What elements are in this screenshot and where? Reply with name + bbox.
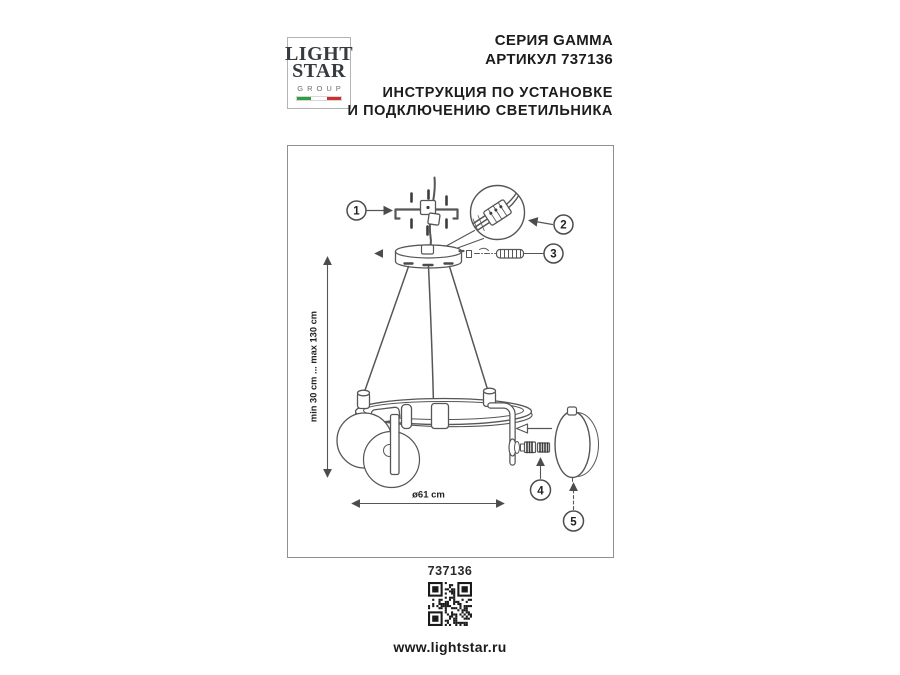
callout-3 (544, 244, 563, 263)
callout-1-label: 1 (353, 205, 360, 218)
callout-4 (531, 459, 551, 501)
height-dimension-label: min 30 cm ... max 130 cm (308, 310, 319, 423)
header (347, 31, 613, 120)
diameter-dimension-label: ø61 cm (412, 489, 445, 501)
series-title: СЕРИЯ GAMMA (494, 32, 613, 49)
callout-1 (347, 201, 392, 220)
diagram-frame (287, 145, 614, 558)
callout-4-label: 4 (537, 485, 544, 498)
callout-2-label: 2 (560, 219, 567, 232)
chandelier-assembly-drawing (288, 146, 613, 557)
screw-anchor (467, 248, 544, 258)
lamp-module (517, 424, 552, 453)
logo-line3: GROUP (297, 83, 345, 93)
logo-line1: LIGHT (284, 42, 354, 65)
italy-flag-icon (296, 96, 342, 101)
article-title: АРТИКУЛ 737136 (485, 51, 613, 68)
suspension-cables (364, 267, 489, 405)
callout-3-label: 3 (550, 248, 557, 261)
height-dimension (309, 258, 328, 477)
callout-2 (530, 215, 574, 234)
glass-shade (555, 407, 599, 482)
diameter-dimension (353, 490, 504, 504)
instruction-line1: ИНСТРУКЦИЯ ПО УСТАНОВКЕ (382, 85, 613, 101)
logo-line2: STAR (292, 59, 346, 82)
lightstar-logo (284, 37, 354, 109)
ceiling-canopy (376, 245, 464, 268)
qr-code (428, 582, 472, 626)
mounting-bracket (396, 191, 458, 235)
callout-5-label: 5 (570, 516, 577, 529)
glass-sphere-shades (337, 405, 420, 488)
instruction-line2: И ПОДКЛЮЧЕНИЮ СВЕТИЛЬНИКА (347, 102, 613, 119)
footer-article-number: 737136 (427, 564, 473, 578)
callout-5 (564, 484, 584, 532)
website-url: www.lightstar.ru (393, 639, 507, 655)
